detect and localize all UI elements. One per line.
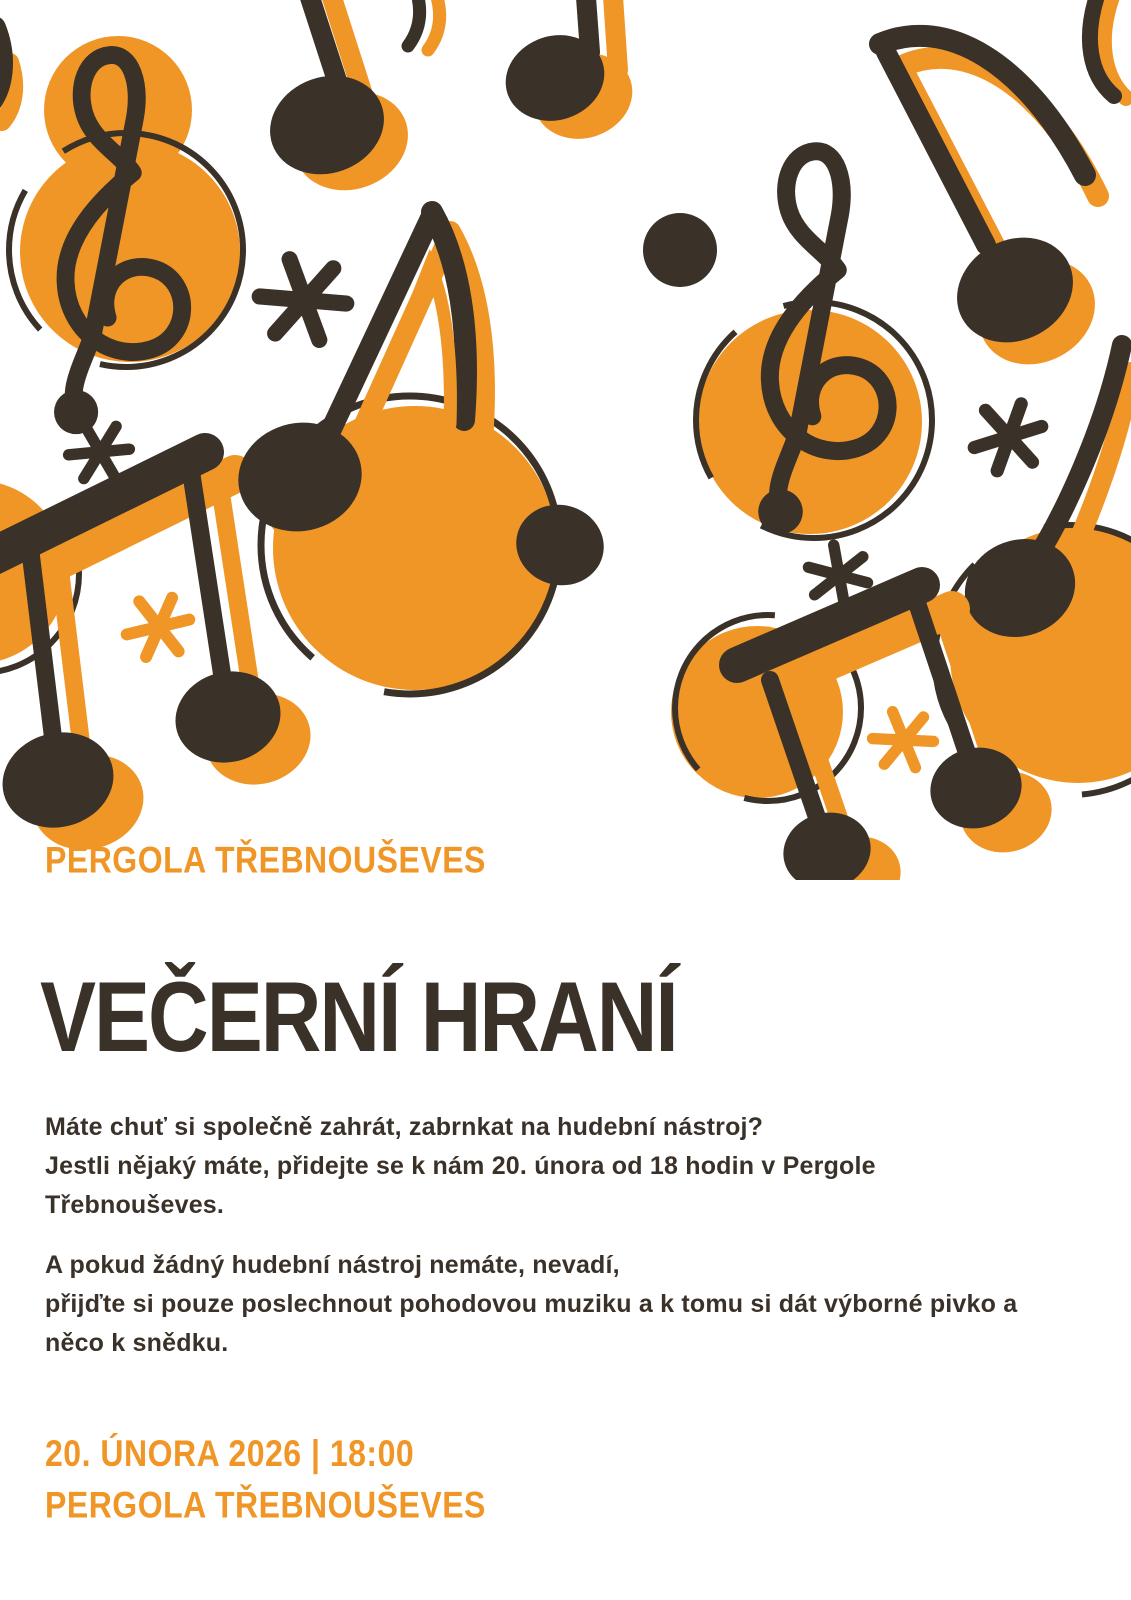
venue-eyebrow: PERGOLA TŘEBNOUŠEVES [45,839,486,881]
corner-sliver-icon [1090,0,1126,98]
eighth-note-icon [880,36,1113,384]
treble-clef-icon [696,151,932,538]
intro-paragraph [45,1108,876,1225]
details-line-3: něco k snědku. [45,1329,229,1357]
details-line-1: A pokud žádný hudební nástroj nemáte, nevadí, [45,1251,620,1279]
eighth-note-icon [228,212,613,694]
page-title: VEČERNÍ HRANÍ [40,961,677,1073]
sparkle-asterisk-icon [967,400,1049,475]
event-datetime: 20. ÚNORA 2026 | 18:00 [45,1432,415,1474]
treble-clef-icon [9,36,243,434]
sparkle-asterisk-icon [122,595,193,659]
details-paragraph [45,1246,1017,1363]
sparkle-asterisk-icon [254,255,352,344]
intro-line-2: Jestli nějaký máte, přidejte se k nám 20. února od 18 hodin v Pergole [45,1152,876,1180]
details-line-2: přijďte si pouze poslechnout pohodovou muziku a k tomu si dát výborné pivko a [45,1290,1018,1318]
eighth-note-icon [256,0,440,206]
corner-sliver-icon [0,28,14,122]
event-footer [45,1428,486,1532]
eighth-note-icon [494,0,643,151]
intro-line-1: Máte chuť si společně zahrát, zabrnkat na hudební nástroj? [45,1113,764,1141]
sparkle-asterisk-icon [869,709,937,770]
intro-line-3: Třebnouševes. [45,1191,225,1219]
dot-icon [643,213,717,287]
event-location: PERGOLA TŘEBNOUŠEVES [45,1484,486,1526]
